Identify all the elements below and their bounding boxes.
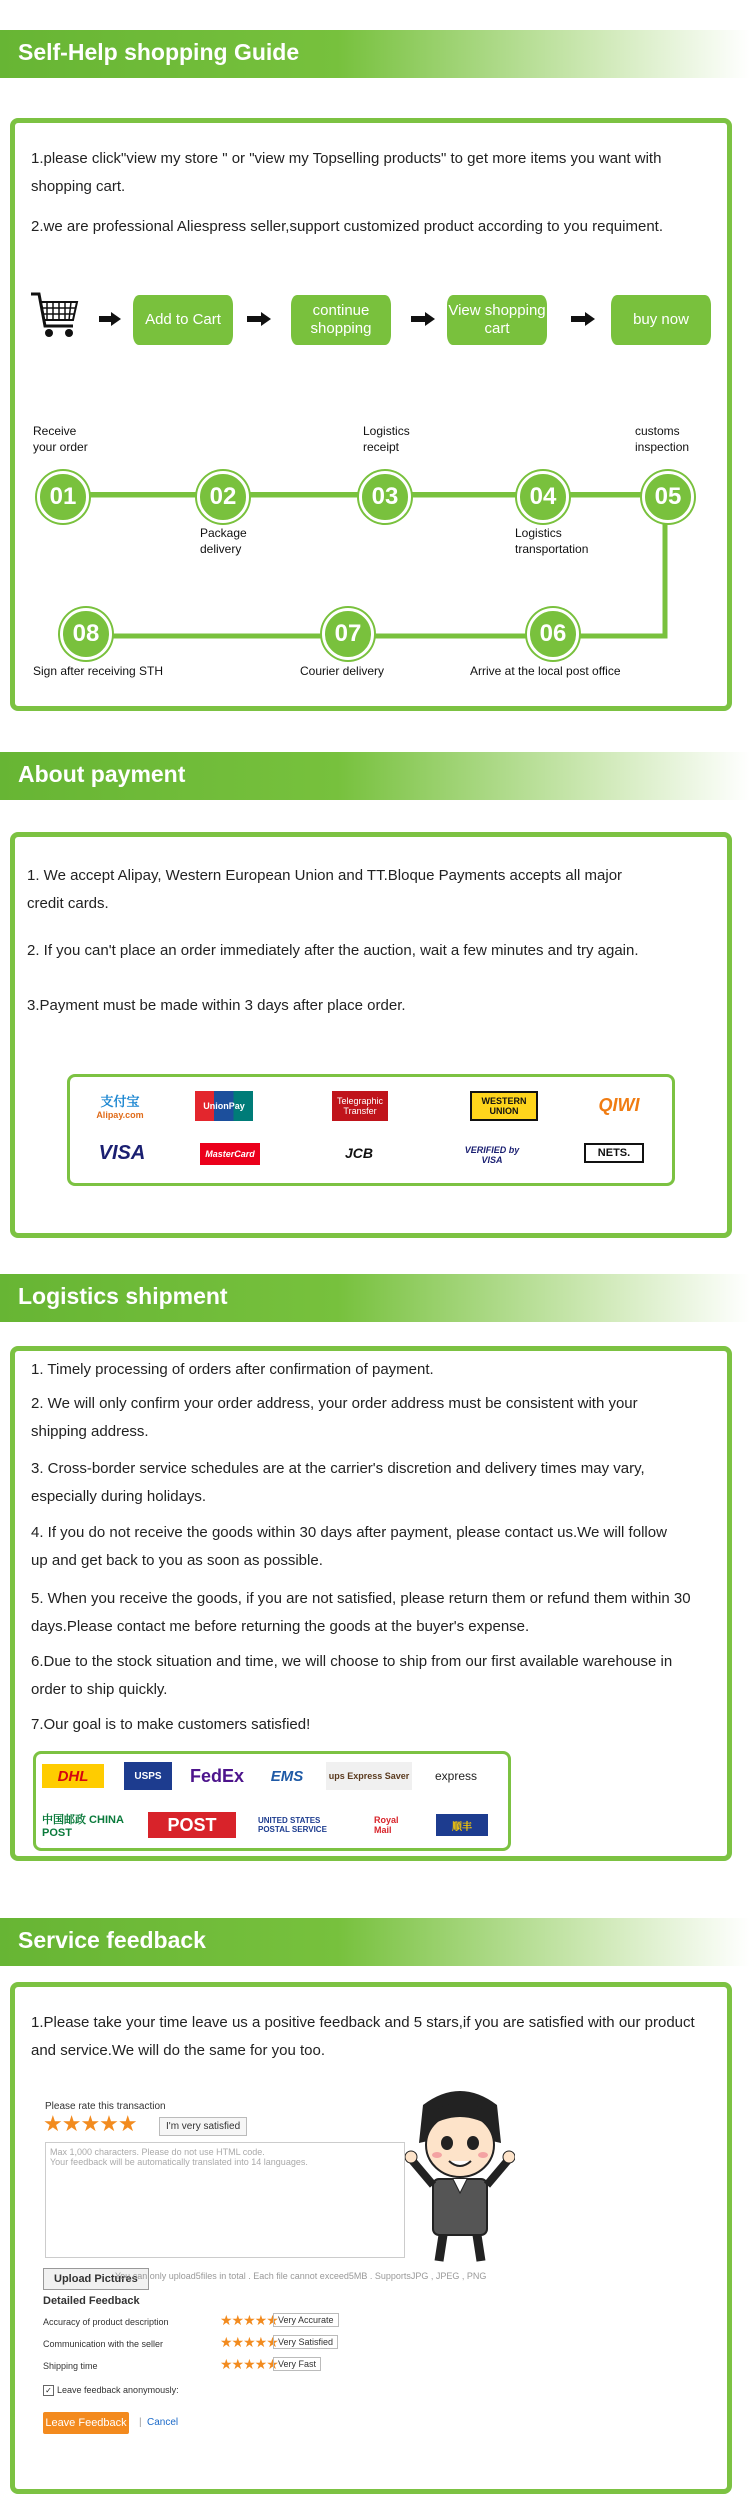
step-04-circle: 04 — [517, 471, 569, 523]
alipay-logo: 支付宝 Alipay.com — [96, 1093, 144, 1120]
anon-label: Leave feedback anonymously: — [57, 2385, 179, 2395]
logistics-box — [10, 1346, 732, 1861]
process-line — [15, 123, 727, 706]
sf-express-logo: 顺丰 — [436, 1814, 488, 1836]
logistics-item-4b: up and get back to you as soon as possible. — [31, 1552, 323, 1569]
logistics-item-2b: shipping address. — [31, 1423, 149, 1440]
step-03-circle: 03 — [359, 471, 411, 523]
jcb-logo: JCB — [344, 1145, 373, 1161]
guide-header — [0, 30, 750, 78]
process-line-top — [45, 492, 665, 497]
step-02-label: Package delivery — [200, 526, 247, 556]
payment-p1b: credit cards. — [27, 895, 109, 912]
guide-p2: 2.we are professional Aliespress seller,support customized product according to you requiment. — [31, 218, 663, 235]
china-post-logo: 中国邮政 CHINA POST — [42, 1814, 124, 1839]
express-logo: express — [434, 1769, 478, 1783]
feedback-header — [0, 1918, 750, 1966]
fedex-logo: FedEx — [189, 1765, 245, 1786]
flow-add-to-cart: Add to Cart — [133, 295, 233, 345]
payment-p1: 1. We accept Alipay, Western European Union and TT.Bloque Payments accepts all major — [27, 867, 623, 884]
payment-header — [0, 752, 750, 800]
row-shipping-stars[interactable]: ★★★★★ — [220, 2356, 278, 2372]
button-separator: | — [139, 2417, 142, 2428]
textarea-placeholder-1: Max 1,000 characters. Please do not use HTML code. — [50, 2147, 265, 2157]
upload-note: You can only upload5files in total . Each file cannot exceed5MB . SupportsJPG , JPEG , PNG — [115, 2271, 487, 2281]
guide-p1: 1.please click"view my store " or "view my Topselling products" to get more items you want with — [31, 150, 662, 167]
step-08-label: Sign after receiving STH — [33, 664, 164, 678]
logistics-item-6: 6.Due to the stock situation and time, we will choose to ship from our first available warehouse in — [31, 1653, 673, 1670]
qiwi-logo: QIWI — [598, 1094, 640, 1115]
hongkong-post-logo: POST — [148, 1812, 236, 1838]
feedback-p1b: and service.We will do the same for you too. — [31, 2042, 326, 2059]
logistics-title: Logistics shipment — [18, 1283, 228, 1309]
logistics-item-5: 5. When you receive the goods, if you are not satisfied, please return them or refund them within 30 — [31, 1590, 691, 1607]
payment-title: About payment — [18, 761, 186, 787]
ups-logo: ups Express Saver — [326, 1762, 412, 1790]
flow-buy-now: buy now — [611, 295, 711, 345]
feedback-textarea[interactable] — [45, 2142, 405, 2258]
row-accuracy-value: Very Accurate — [273, 2313, 339, 2327]
mastercard-logo: MasterCard — [200, 1143, 260, 1165]
row-communication-stars[interactable]: ★★★★★ — [220, 2334, 278, 2350]
guide-box — [10, 118, 732, 711]
row-accuracy-stars[interactable]: ★★★★★ — [220, 2312, 278, 2328]
western-union-logo: WESTERN UNION — [470, 1091, 538, 1121]
step-04-label: Logistics transportation — [515, 526, 589, 556]
usps-postal-service-logo: UNITED STATES POSTAL SERVICE — [258, 1816, 327, 1834]
step-05-label: customs inspection — [635, 424, 690, 454]
feedback-box — [10, 1982, 732, 2494]
row-shipping-value: Very Fast — [273, 2357, 321, 2371]
nets-logo: NETS. — [584, 1143, 644, 1163]
unionpay-logo: UnionPay — [195, 1091, 253, 1121]
row-accuracy-label: Accuracy of product description — [43, 2317, 169, 2327]
rating-stars[interactable]: ★★★★★ — [43, 2111, 137, 2136]
logistics-item-6b: order to ship quickly. — [31, 1681, 168, 1698]
rate-label: Please rate this transaction — [45, 2101, 166, 2112]
anon-checkbox[interactable]: ✓ — [43, 2385, 54, 2396]
step-05-circle: 05 — [642, 471, 694, 523]
royal-mail-logo: Royal Mail — [374, 1815, 399, 1835]
cartoon-boy-icon — [405, 2085, 515, 2265]
logistics-item-5b: days.Please contact me before returning the goods at the buyer's expense. — [31, 1618, 530, 1635]
flow-continue-shopping: continue shopping — [291, 295, 391, 345]
upload-pictures-button[interactable]: Upload Pictures — [43, 2268, 149, 2290]
leave-feedback-button[interactable]: Leave Feedback — [43, 2412, 129, 2434]
step-01-circle: 01 — [37, 471, 89, 523]
step-03-label: Logistics receipt — [363, 424, 410, 454]
ems-logo: EMS — [270, 1767, 304, 1785]
usps-logo: USPS — [124, 1762, 172, 1790]
feedback-p1: 1.Please take your time leave us a positive feedback and 5 stars,if you are satisfied with our product — [31, 2014, 695, 2031]
detailed-feedback-title: Detailed Feedback — [43, 2295, 140, 2307]
row-communication-label: Communication with the seller — [43, 2339, 164, 2349]
row-communication-value: Very Satisfied — [273, 2335, 338, 2349]
payment-box — [10, 832, 732, 1238]
visa-logo: VISA — [98, 1141, 146, 1164]
payment-p2: 2. If you can't place an order immediately after the auction, wait a few minutes and try again. — [27, 942, 639, 959]
cancel-link[interactable]: Cancel — [147, 2417, 179, 2428]
step-02-circle: 02 — [197, 471, 249, 523]
rating-text: I'm very satisfied — [159, 2117, 247, 2136]
flow-view-cart: View shopping cart — [447, 295, 547, 345]
telegraphic-transfer-logo: Telegraphic Transfer — [332, 1091, 388, 1121]
feedback-title: Service feedback — [18, 1927, 206, 1953]
logistics-item-7: 7.Our goal is to make customers satisfied! — [31, 1716, 311, 1733]
textarea-placeholder-2: Your feedback will be automatically translated into 14 languages. — [50, 2157, 308, 2167]
logistics-item-1: 1. Timely processing of orders after confirmation of payment. — [31, 1361, 434, 1378]
payment-logos-panel — [67, 1074, 675, 1186]
logistics-item-3: 3. Cross-border service schedules are at the carrier's discretion and delivery times may vary, — [31, 1460, 645, 1477]
logistics-item-3b: especially during holidays. — [31, 1488, 207, 1505]
dhl-logo: DHL — [42, 1764, 104, 1788]
logistics-item-2: 2. We will only confirm your order address, your order address must be consistent with your — [31, 1395, 638, 1412]
step-01-label: Receive your order — [33, 424, 88, 454]
verified-by-visa-logo: VERIFIED by VISA — [464, 1145, 520, 1165]
carriers-panel — [33, 1751, 511, 1851]
step-07-label: Courier delivery — [300, 664, 385, 678]
logistics-item-4: 4. If you do not receive the goods within 30 days after payment, please contact us.We will follow — [31, 1524, 667, 1541]
step-06-label: Arrive at the local post office — [470, 664, 621, 678]
payment-p3: 3.Payment must be made within 3 days after place order. — [27, 997, 406, 1014]
logistics-header — [0, 1274, 750, 1322]
step-08-circle: 08 — [60, 608, 112, 660]
guide-p1b: shopping cart. — [31, 178, 126, 195]
row-shipping-label: Shipping time — [43, 2361, 98, 2371]
guide-title: Self-Help shopping Guide — [18, 39, 300, 65]
step-07-circle: 07 — [322, 608, 374, 660]
step-06-circle: 06 — [527, 608, 579, 660]
